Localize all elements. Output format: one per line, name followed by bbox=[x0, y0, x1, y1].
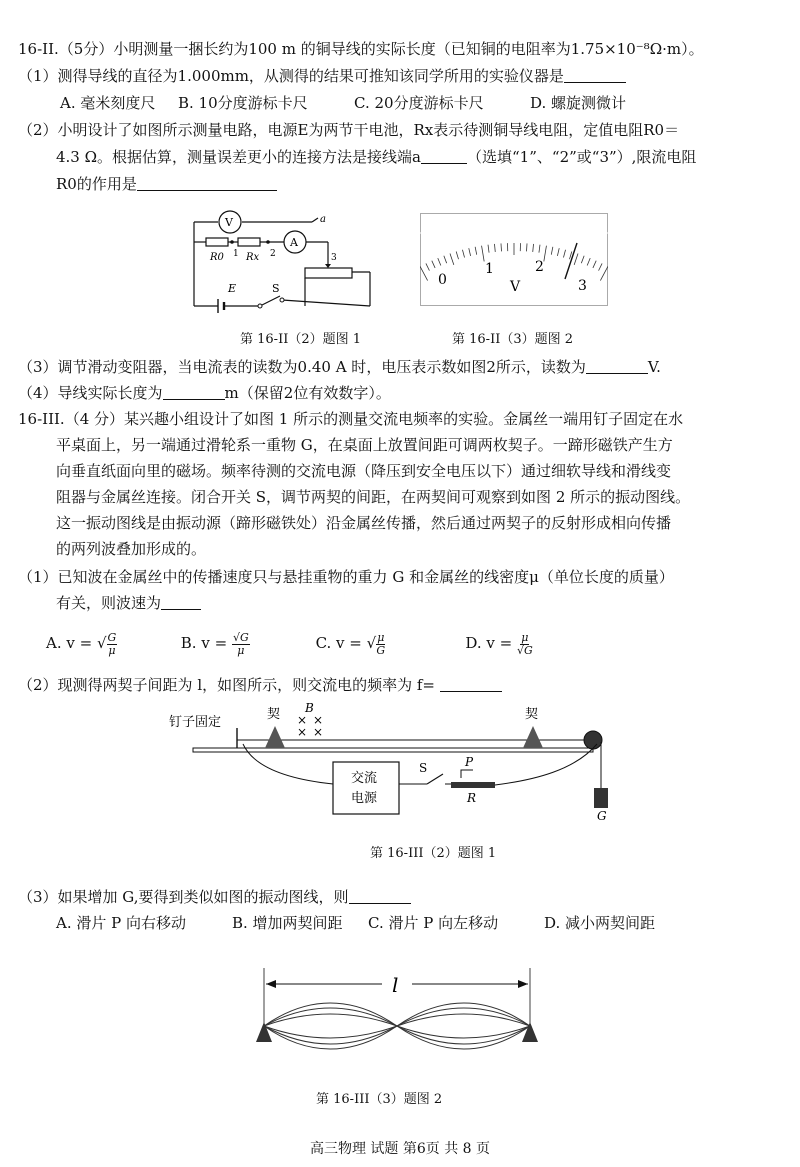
q16-2-p2-text-c: R0的作用是 bbox=[56, 175, 137, 193]
answer-blank[interactable] bbox=[586, 357, 648, 374]
dial-tick-1: 1 bbox=[485, 261, 494, 277]
nail-label: 钉子固定 bbox=[169, 715, 222, 730]
q16-3-part1-line1: （1）已知波在金属丝中的传播速度只与悬挂重物的重力 G 和金属丝的线密度μ（单位长度的质量） bbox=[18, 568, 674, 586]
wedge-right-icon bbox=[522, 1022, 538, 1042]
q16-2-p4-unit: m（保留2位有效数字）。 bbox=[224, 384, 391, 402]
ac-supply-label-2: 电源 bbox=[351, 791, 378, 806]
q16-3-stem-1: 16-III.（4 分）某兴趣小组设计了如图 1 所示的测量交流电频率的实验。金属丝一端用钉子固定在水 bbox=[18, 410, 684, 428]
q16-3-stem-5: 这一振动图线是由振动源（蹄形磁铁处）沿金属丝传播，然后通过两契子的反射形成相向传播 bbox=[56, 514, 672, 532]
answer-blank[interactable] bbox=[161, 593, 201, 610]
option-d: D. 减小两契间距 bbox=[544, 914, 656, 932]
q16-3-p1-options bbox=[46, 628, 533, 658]
option-a-den: μ bbox=[108, 643, 116, 657]
option-b-num: √G bbox=[232, 630, 249, 644]
rheostat bbox=[305, 268, 352, 278]
dial-tick-3: 3 bbox=[578, 278, 587, 294]
q16-3-stem-2: 平桌面上，另一端通过滑轮系一重物 G，在桌面上放置间距可调两枚契子。一蹄形磁铁产生方 bbox=[56, 436, 673, 454]
rx-resistor bbox=[238, 238, 260, 246]
q16-2-part4 bbox=[18, 382, 391, 404]
q16-2-p2-text-a: 4.3 Ω。根据估算，测量误差更小的连接方法是接线端a bbox=[56, 148, 422, 166]
wedge-left-label: 契 bbox=[267, 707, 281, 722]
dial-unit: V bbox=[510, 279, 521, 295]
magnetic-field-label: B bbox=[305, 701, 314, 715]
q16-3-p3-options bbox=[56, 912, 655, 934]
voltmeter-dial bbox=[420, 213, 608, 306]
q16-2-p4-text: （4）导线实际长度为 bbox=[18, 384, 163, 402]
q16-2-part1 bbox=[18, 65, 626, 87]
rheostat-r-label: R bbox=[467, 791, 477, 805]
answer-blank[interactable] bbox=[349, 887, 411, 904]
switch-s-label: S bbox=[419, 761, 428, 775]
standing-wave-curves bbox=[264, 1003, 530, 1049]
option-b-label: B. v = bbox=[180, 634, 228, 652]
weight-g-icon bbox=[594, 788, 608, 808]
fig-16-3-2-caption: 第 16-III（3）题图 2 bbox=[316, 1092, 443, 1107]
option-d: D. 螺旋测微计 bbox=[530, 94, 627, 112]
q16-3-p2-text: （2）现测得两契子间距为 l，如图所示，则交流电的频率为 f= bbox=[18, 676, 435, 694]
option-d-label: D. v = bbox=[465, 634, 513, 652]
option-b: B. 增加两契间距 bbox=[232, 914, 343, 932]
dial-tick-mark bbox=[527, 243, 528, 251]
rheostat-r bbox=[451, 782, 495, 788]
q16-2-stem: 16-II.（5分）小明测量一捆长约为100 m 的铜导线的实际长度（已知铜的电阻率为1.75×10⁻⁸Ω·m）。 bbox=[18, 40, 704, 58]
q16-2-part3 bbox=[18, 356, 661, 378]
option-c-label: C. v = bbox=[315, 634, 362, 652]
ac-power-supply bbox=[333, 762, 399, 814]
option-a-num: G bbox=[107, 630, 117, 644]
option-b-den: μ bbox=[237, 643, 245, 657]
terminal-2-label: 2 bbox=[270, 249, 276, 259]
q16-2-p1-text: （1）测得导线的直径为1.000mm，从测得的结果可推知该同学所用的实验仪器是 bbox=[18, 67, 564, 85]
fig-16-2-2-caption: 第 16-II（3）题图 2 bbox=[452, 332, 574, 347]
switch-s-icon bbox=[427, 774, 443, 784]
q16-2-p1-options bbox=[60, 92, 626, 114]
terminal-3-label: 3 bbox=[331, 253, 337, 263]
wire-apparatus-diagram bbox=[165, 700, 625, 820]
q16-3-stem-3: 向垂直纸面向里的磁场。频率待测的交流电源（降压到安全电压以下）通过细软导线和滑线变 bbox=[56, 462, 672, 480]
terminal-a-label: a bbox=[320, 214, 326, 225]
slider-p-label: P bbox=[465, 755, 474, 769]
wedge-right-icon bbox=[523, 726, 543, 748]
q16-2-part2-line3 bbox=[56, 173, 277, 195]
page-footer: 高三物理 试题 第6页 共 8 页 bbox=[309, 1141, 491, 1157]
pulley-icon bbox=[584, 731, 602, 749]
option-b bbox=[181, 628, 311, 658]
q16-3-stem-4: 阻器与金属丝连接。闭合开关 S，调节两契的间距，在两契间可观察到如图 2 所示的振动图线。 bbox=[56, 488, 691, 506]
q16-2-p3-text: （3）调节滑动变阻器，当电流表的读数为0.40 A 时，电压表示数如图2所示，读数为 bbox=[18, 358, 586, 376]
length-l-label: l bbox=[392, 973, 399, 997]
option-a: A. 毫米刻度尺 bbox=[60, 94, 156, 112]
option-a-label: A. v = bbox=[46, 634, 93, 652]
answer-blank[interactable] bbox=[440, 675, 502, 692]
fig-16-3-1-caption: 第 16-III（2）题图 1 bbox=[370, 846, 497, 861]
q16-2-p3-unit: V. bbox=[647, 358, 661, 376]
r0-resistor bbox=[206, 238, 228, 246]
standing-wave-diagram bbox=[252, 962, 542, 1072]
svg-text:×: × bbox=[297, 713, 308, 727]
answer-blank[interactable] bbox=[137, 174, 277, 191]
switch-label: S bbox=[272, 282, 280, 295]
q16-3-part1-line2 bbox=[56, 592, 201, 614]
option-c-num: μ bbox=[377, 630, 385, 644]
option-c-den: G bbox=[376, 643, 386, 657]
table bbox=[193, 748, 593, 752]
q16-2-p2-text-b: （选填“1”、“2”或“3”）,限流电阻 bbox=[467, 148, 697, 166]
dial-tick-0: 0 bbox=[438, 272, 447, 288]
voltmeter-label: V bbox=[225, 216, 233, 229]
q16-3-part3 bbox=[18, 886, 411, 908]
option-d-den: √G bbox=[516, 643, 533, 657]
answer-blank[interactable] bbox=[163, 383, 225, 400]
ac-supply-label-1: 交流 bbox=[351, 771, 378, 786]
q16-3-stem-6: 的两列波叠加形成的。 bbox=[56, 540, 207, 558]
battery-label: E bbox=[228, 282, 237, 295]
terminal-1-label: 1 bbox=[233, 249, 239, 259]
fig-16-2-1-caption: 第 16-II（2）题图 1 bbox=[240, 332, 362, 347]
option-d bbox=[465, 628, 532, 658]
answer-blank[interactable] bbox=[421, 147, 467, 164]
wedge-left-icon bbox=[265, 726, 285, 748]
dial-tick-2: 2 bbox=[535, 259, 544, 275]
wedge-right-label: 契 bbox=[525, 707, 539, 722]
r0-label: R0 bbox=[210, 252, 224, 263]
slider-p-icon[interactable] bbox=[461, 770, 473, 778]
q16-2-part2-line2 bbox=[56, 146, 696, 168]
option-b: B. 10分度游标卡尺 bbox=[178, 94, 308, 112]
rx-label: Rx bbox=[246, 252, 260, 263]
q16-2-part2-line1: （2）小明设计了如图所示测量电路，电源E为两节干电池，Rx表示待测铜导线电阻，定值电阻R0＝ bbox=[18, 121, 680, 139]
svg-text:×: × bbox=[313, 725, 324, 739]
q16-3-p1-text: 有关，则波速为 bbox=[56, 594, 162, 612]
option-c: C. 20分度游标卡尺 bbox=[354, 94, 484, 112]
q16-3-p3-text: （3）如果增加 G,要得到类似如图的振动图线，则 bbox=[18, 888, 349, 906]
wedge-left-icon bbox=[256, 1022, 272, 1042]
option-a: A. 滑片 P 向右移动 bbox=[56, 914, 186, 932]
svg-text:×: × bbox=[297, 725, 308, 739]
magnetic-field-crosses bbox=[297, 713, 323, 739]
ammeter-label: A bbox=[290, 236, 298, 249]
q16-3-part2 bbox=[18, 674, 502, 696]
dial-tick-mark bbox=[501, 243, 502, 251]
option-c: C. 滑片 P 向左移动 bbox=[368, 914, 499, 932]
option-a: A. v = √ $\frac{G}{\mu}$ bbox=[46, 630, 117, 657]
svg-text:×: × bbox=[313, 713, 324, 727]
circuit-diagram bbox=[180, 200, 380, 318]
answer-blank[interactable] bbox=[564, 66, 626, 83]
option-c: C. v = √ $\frac{\mu}{G}$ bbox=[315, 630, 386, 657]
option-d-num: μ bbox=[521, 630, 529, 644]
weight-g-label: G bbox=[597, 809, 607, 820]
